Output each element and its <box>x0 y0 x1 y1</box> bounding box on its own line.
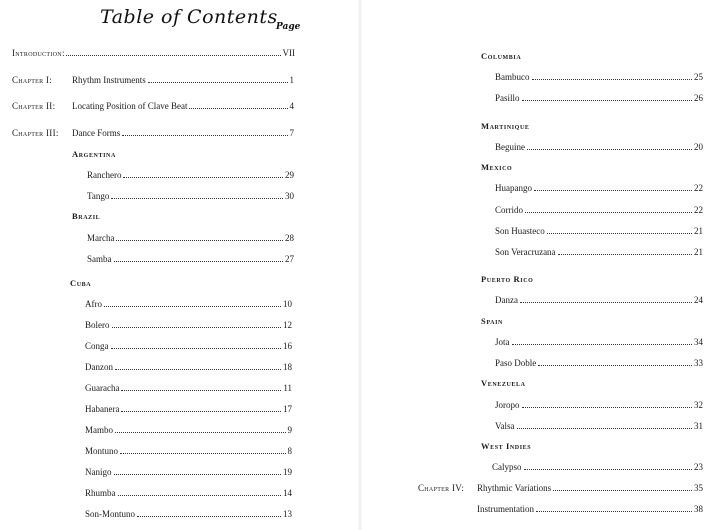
toc-entry-label: Son-Montuno <box>85 509 136 519</box>
toc-entry-page: 24 <box>694 295 703 305</box>
toc-entry-paso-doble[interactable] <box>495 357 703 369</box>
toc-entry-page: 16 <box>283 341 292 351</box>
toc-entry-page: 19 <box>283 467 292 477</box>
toc-entry-page: 26 <box>694 93 703 103</box>
toc-entry-joropo[interactable] <box>495 399 703 411</box>
dot-leader <box>123 169 283 178</box>
toc-entry-page: 8 <box>287 446 292 456</box>
section-heading-cuba: Cuba <box>70 278 92 288</box>
toc-entry-tango[interactable] <box>87 190 294 202</box>
toc-entry-label: Bambuco <box>495 72 530 82</box>
toc-entry-chapter-3[interactable] <box>72 127 294 139</box>
toc-entry-page: 10 <box>283 299 292 309</box>
section-heading-puerto-rico: Puerto Rico <box>481 274 534 284</box>
dot-leader <box>112 319 282 328</box>
toc-entry-page: 31 <box>694 421 703 431</box>
section-heading-brazil: Brazil <box>72 211 101 221</box>
dot-leader <box>122 127 287 136</box>
dot-leader <box>111 190 283 199</box>
dot-leader <box>104 298 281 307</box>
toc-entry-afro[interactable] <box>85 298 292 310</box>
section-heading-spain: Spain <box>481 316 503 326</box>
toc-entry-label: Montuno <box>85 446 119 456</box>
dot-leader <box>114 466 282 475</box>
toc-entry-page: 17 <box>283 404 292 414</box>
toc-entry-page: 33 <box>694 358 703 368</box>
toc-entry-label: Son Huasteco <box>495 226 545 236</box>
dot-leader <box>558 246 692 255</box>
toc-entry-label: Marcha <box>87 233 115 243</box>
toc-entry-label: Ranchero <box>87 170 122 180</box>
toc-entry-label: Corrido <box>495 205 523 215</box>
page-column-header: Page <box>276 22 301 32</box>
toc-entry-page: 27 <box>285 254 294 264</box>
section-heading-martinique: Martinique <box>481 121 530 131</box>
chapter-number: Chapter III: <box>12 128 59 138</box>
right-page <box>360 0 720 530</box>
toc-entry-label: Huapango <box>495 183 532 193</box>
toc-entry-bolero[interactable] <box>85 319 292 331</box>
toc-entry-label: Bolero <box>85 320 110 330</box>
toc-entry-label: Instrumentation <box>477 504 534 514</box>
toc-entry-label: Dance Forms <box>72 128 121 138</box>
toc-entry-chapter-1[interactable] <box>72 74 294 86</box>
dot-leader <box>118 487 282 496</box>
toc-entry-danzon[interactable] <box>85 361 292 373</box>
toc-entry-marcha[interactable] <box>87 232 294 244</box>
toc-entry-page: 29 <box>285 170 294 180</box>
dot-leader <box>189 100 287 109</box>
toc-entry-page: 12 <box>283 320 292 330</box>
toc-entry-label: Habanera <box>85 404 120 414</box>
section-heading-west-indies: West Indies <box>481 441 532 451</box>
toc-entry-label: Valsa <box>495 421 515 431</box>
dot-leader <box>536 503 692 512</box>
toc-entry-habanera[interactable] <box>85 403 292 415</box>
toc-entry-page: 30 <box>285 191 294 201</box>
dot-leader <box>534 182 692 191</box>
toc-entry-label: Afro <box>85 299 102 309</box>
toc-entry-page: 21 <box>694 247 703 257</box>
toc-entry-corrido[interactable] <box>495 204 703 216</box>
dot-leader <box>111 340 282 349</box>
toc-entry-page: 38 <box>694 504 703 514</box>
toc-entry-label: Rhythm Instruments <box>72 75 146 85</box>
dot-leader <box>116 232 283 241</box>
toc-entry-label: Rhythmic Variations <box>477 483 552 493</box>
toc-entry-page: 22 <box>694 205 703 215</box>
dot-leader <box>522 92 692 101</box>
toc-entry-instrumentation[interactable] <box>477 503 703 515</box>
dot-leader <box>121 382 281 391</box>
dot-leader <box>121 403 281 412</box>
toc-entry-guaracha[interactable] <box>85 382 292 394</box>
section-heading-argentina: Argentina <box>72 149 116 159</box>
toc-entry-samba[interactable] <box>87 253 294 265</box>
dot-leader <box>527 141 692 150</box>
dot-leader <box>517 420 693 429</box>
toc-entry-danza[interactable] <box>495 294 703 306</box>
chapter-number: Chapter I: <box>12 75 53 85</box>
dot-leader <box>520 294 692 303</box>
toc-entry-page: 4 <box>289 101 294 111</box>
toc-entry-label: Guaracha <box>85 383 120 393</box>
toc-entry-page: 34 <box>694 337 703 347</box>
toc-entry-label: Son Veracruzana <box>495 247 556 257</box>
section-heading-venezuela: Venezuela <box>481 378 526 388</box>
dot-leader <box>538 357 692 366</box>
toc-entry-page: 20 <box>694 142 703 152</box>
toc-entry-page: 18 <box>283 362 292 372</box>
toc-entry-label: Jota <box>495 337 510 347</box>
toc-entry-page: 9 <box>287 425 292 435</box>
toc-entry-label: Pasillo <box>495 93 520 103</box>
toc-entry-page: 25 <box>694 72 703 82</box>
toc-entry-ranchero[interactable] <box>87 169 294 181</box>
dot-leader <box>66 47 280 56</box>
toc-entry-page: 1 <box>289 75 294 85</box>
toc-entry-label: Danzon <box>85 362 113 372</box>
dot-leader <box>553 482 692 491</box>
toc-entry-introduction[interactable]: Introduction : VII <box>12 48 295 58</box>
toc-entry-huapango[interactable] <box>495 182 703 194</box>
dot-leader <box>524 461 692 470</box>
toc-entry-label: Introduction <box>12 48 62 58</box>
toc-entry-page: 22 <box>694 183 703 193</box>
toc-entry-son-huasteco[interactable] <box>495 225 703 237</box>
toc-entry-page: 14 <box>283 488 292 498</box>
toc-entry-pasillo[interactable] <box>495 92 703 104</box>
toc-entry-page: 32 <box>694 400 703 410</box>
toc-entry-label: Nanigo <box>85 467 112 477</box>
toc-entry-nanigo[interactable] <box>85 466 292 478</box>
dot-leader <box>137 508 281 517</box>
toc-entry-montuno[interactable] <box>85 445 292 457</box>
toc-entry-son-montuno[interactable] <box>85 508 292 520</box>
toc-entry-label: Conga <box>85 341 109 351</box>
toc-entry-page: 21 <box>694 226 703 236</box>
dot-leader <box>115 361 281 370</box>
dot-leader <box>115 424 286 433</box>
chapter-number: Chapter IV: <box>418 483 465 493</box>
toc-entry-rhumba[interactable] <box>85 487 292 499</box>
toc-entry-bambuco[interactable] <box>495 71 703 83</box>
page-title: Table of Contents <box>100 6 278 28</box>
toc-entry-label: Joropo <box>495 400 520 410</box>
dot-leader <box>525 204 692 213</box>
toc-entry-label: Beguine <box>495 142 525 152</box>
dot-leader <box>522 399 693 408</box>
section-heading-mexico: Mexico <box>481 162 513 172</box>
toc-entry-page: 13 <box>283 509 292 519</box>
toc-entry-label: Mambo <box>85 425 113 435</box>
toc-entry-label: Calypso <box>492 462 522 472</box>
toc-entry-valsa[interactable] <box>495 420 703 432</box>
toc-entry-calypso[interactable] <box>492 461 703 473</box>
toc-entry-chapter-2[interactable] <box>72 100 294 112</box>
toc-entry-label: Tango <box>87 191 110 201</box>
toc-entry-chapter-4[interactable] <box>477 482 703 494</box>
toc-entry-page: 35 <box>694 483 703 493</box>
toc-entry-jota[interactable] <box>495 336 703 348</box>
toc-entry-mambo[interactable] <box>85 424 292 436</box>
toc-entry-label: Locating Position of Clave Beat <box>72 101 188 111</box>
toc-entry-son-veracruzana[interactable] <box>495 246 703 258</box>
dot-leader <box>532 71 693 80</box>
toc-entry-label: Danza <box>495 295 518 305</box>
dot-leader <box>512 336 693 345</box>
toc-entry-page: VII <box>282 48 295 58</box>
toc-entry-page: 28 <box>285 233 294 243</box>
chapter-number: Chapter II: <box>12 101 56 111</box>
toc-entry-label: Rhumba <box>85 488 116 498</box>
toc-entry-label: Paso Doble <box>495 358 537 368</box>
dot-leader <box>148 74 288 83</box>
toc-entry-conga[interactable] <box>85 340 292 352</box>
dot-leader <box>120 445 285 454</box>
dot-leader <box>547 225 692 234</box>
toc-entry-beguine[interactable] <box>495 141 703 153</box>
toc-entry-page: 11 <box>283 383 292 393</box>
toc-entry-page: 7 <box>289 128 294 138</box>
toc-entry-page: 23 <box>694 462 703 472</box>
dot-leader <box>114 253 284 262</box>
section-heading-columbia: Columbia <box>481 51 522 61</box>
toc-entry-label: Samba <box>87 254 112 264</box>
